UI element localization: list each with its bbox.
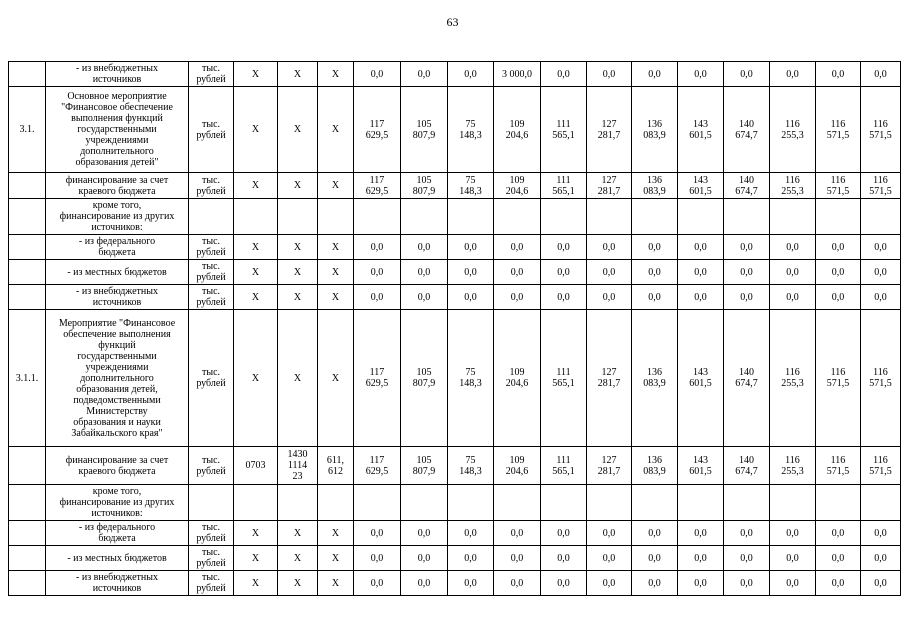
value-cell: 109 204,6 [494,87,541,173]
value-cell: 140 674,7 [724,447,770,485]
row-number [9,62,46,87]
value-cell: 0,0 [770,521,816,546]
value-cell: 0,0 [632,62,678,87]
value-cell [494,485,541,521]
value-cell: 0,0 [401,571,448,596]
code-cell: Х [234,310,278,447]
value-cell: 116 255,3 [770,87,816,173]
table-row [9,260,901,285]
row-name: кроме того, финансирование из других источников: [46,485,189,521]
value-cell: 0,0 [678,235,724,260]
value-cell: 0,0 [724,260,770,285]
row-name: - из федерального бюджета [46,521,189,546]
value-cell: 0,0 [541,285,587,310]
value-cell: 0,0 [678,546,724,571]
value-cell: 140 674,7 [724,310,770,447]
value-cell: 75 148,3 [448,310,494,447]
budget-table [8,61,901,596]
value-cell: 0,0 [770,62,816,87]
value-cell: 0,0 [448,235,494,260]
code-cell [318,485,354,521]
value-cell: 143 601,5 [678,447,724,485]
code-cell: 0703 [234,447,278,485]
value-cell: 143 601,5 [678,173,724,199]
value-cell: 116 571,5 [861,447,901,485]
value-cell: 127 281,7 [587,87,632,173]
value-cell: 117 629,5 [354,173,401,199]
value-cell: 0,0 [724,285,770,310]
row-name: Мероприятие "Финансовое обеспечение выполнения функций государственными учреждениями дополнительного образования детей, подведомственными Министерству образования и науки Забайкальского края" [46,310,189,447]
value-cell: 75 148,3 [448,173,494,199]
value-cell [632,485,678,521]
value-cell: 0,0 [816,285,861,310]
value-cell: 0,0 [354,571,401,596]
value-cell: 109 204,6 [494,310,541,447]
value-cell: 0,0 [816,546,861,571]
value-cell [401,485,448,521]
value-cell: 0,0 [816,62,861,87]
value-cell: 0,0 [354,546,401,571]
table-row [9,87,901,173]
value-cell: 127 281,7 [587,310,632,447]
value-cell: 117 629,5 [354,87,401,173]
row-name: кроме того, финансирование из других источников: [46,199,189,235]
value-cell: 116 571,5 [861,87,901,173]
value-cell: 0,0 [861,285,901,310]
value-cell: 0,0 [541,260,587,285]
value-cell: 0,0 [541,62,587,87]
value-cell: 0,0 [587,571,632,596]
value-cell: 0,0 [678,521,724,546]
unit-cell: тыс. рублей [189,62,234,87]
row-name: - из внебюджетных источников [46,62,189,87]
value-cell [587,485,632,521]
value-cell: 0,0 [354,521,401,546]
value-cell [724,199,770,235]
value-cell: 0,0 [724,235,770,260]
value-cell: 0,0 [770,285,816,310]
value-cell: 116 571,5 [816,87,861,173]
value-cell: 0,0 [494,260,541,285]
value-cell: 0,0 [770,235,816,260]
table-row [9,173,901,199]
row-number [9,235,46,260]
row-number: 3.1.1. [9,310,46,447]
row-name: Основное мероприятие "Финансовое обеспечение выполнения функций государственными учреждениями дополнительного образования детей" [46,87,189,173]
code-cell: Х [278,571,318,596]
code-cell: Х [278,62,318,87]
row-number [9,260,46,285]
value-cell: 0,0 [494,546,541,571]
value-cell [448,199,494,235]
value-cell [587,199,632,235]
code-cell: 1430 1114 23 [278,447,318,485]
code-cell: Х [234,235,278,260]
value-cell: 0,0 [354,285,401,310]
value-cell: 0,0 [587,260,632,285]
value-cell: 143 601,5 [678,310,724,447]
row-number [9,521,46,546]
value-cell: 0,0 [448,62,494,87]
code-cell: Х [278,310,318,447]
value-cell: 0,0 [354,235,401,260]
value-cell [354,199,401,235]
value-cell: 140 674,7 [724,173,770,199]
code-cell: Х [318,235,354,260]
unit-cell: тыс. рублей [189,235,234,260]
code-cell: Х [234,260,278,285]
table-row [9,485,901,521]
value-cell [861,199,901,235]
row-number [9,199,46,235]
value-cell [632,199,678,235]
code-cell: Х [318,571,354,596]
value-cell: 143 601,5 [678,87,724,173]
value-cell [816,485,861,521]
value-cell: 0,0 [816,260,861,285]
value-cell: 111 565,1 [541,173,587,199]
value-cell: 0,0 [678,260,724,285]
code-cell: Х [234,285,278,310]
value-cell: 0,0 [770,546,816,571]
code-cell: Х [318,310,354,447]
value-cell: 111 565,1 [541,310,587,447]
value-cell: 0,0 [861,546,901,571]
value-cell: 0,0 [494,571,541,596]
table-row [9,62,901,87]
value-cell: 0,0 [816,235,861,260]
value-cell: 136 083,9 [632,87,678,173]
row-number [9,285,46,310]
value-cell [816,199,861,235]
unit-cell [189,199,234,235]
code-cell: Х [318,260,354,285]
value-cell: 0,0 [724,62,770,87]
value-cell: 136 083,9 [632,173,678,199]
table-row [9,199,901,235]
value-cell: 0,0 [632,521,678,546]
unit-cell: тыс. рублей [189,285,234,310]
value-cell: 0,0 [401,285,448,310]
value-cell: 0,0 [401,235,448,260]
value-cell: 0,0 [541,546,587,571]
row-name: - из местных бюджетов [46,260,189,285]
value-cell: 105 807,9 [401,173,448,199]
value-cell [541,485,587,521]
value-cell [354,485,401,521]
value-cell: 0,0 [401,62,448,87]
unit-cell: тыс. рублей [189,447,234,485]
value-cell [861,485,901,521]
value-cell: 0,0 [678,571,724,596]
value-cell: 0,0 [448,285,494,310]
row-number [9,571,46,596]
value-cell: 0,0 [861,235,901,260]
value-cell: 0,0 [678,285,724,310]
value-cell: 0,0 [494,285,541,310]
code-cell [234,485,278,521]
code-cell: Х [318,173,354,199]
unit-cell: тыс. рублей [189,546,234,571]
row-name: финансирование за счет краевого бюджета [46,447,189,485]
value-cell: 0,0 [724,546,770,571]
unit-cell [189,485,234,521]
code-cell: Х [278,546,318,571]
value-cell: 0,0 [632,260,678,285]
value-cell [770,485,816,521]
value-cell: 127 281,7 [587,173,632,199]
code-cell: Х [278,521,318,546]
code-cell: Х [278,285,318,310]
value-cell: 0,0 [770,571,816,596]
value-cell: 75 148,3 [448,447,494,485]
table-row [9,285,901,310]
value-cell: 0,0 [354,260,401,285]
value-cell: 0,0 [354,62,401,87]
value-cell: 116 255,3 [770,447,816,485]
code-cell [318,199,354,235]
value-cell: 116 571,5 [861,173,901,199]
code-cell: Х [318,87,354,173]
value-cell: 0,0 [401,546,448,571]
value-cell: 0,0 [724,571,770,596]
value-cell: 105 807,9 [401,87,448,173]
value-cell: 0,0 [861,571,901,596]
value-cell: 0,0 [861,260,901,285]
value-cell: 0,0 [861,521,901,546]
value-cell: 0,0 [587,235,632,260]
value-cell: 0,0 [632,235,678,260]
value-cell: 136 083,9 [632,310,678,447]
value-cell: 0,0 [678,62,724,87]
value-cell: 0,0 [448,260,494,285]
value-cell: 0,0 [541,521,587,546]
value-cell: 0,0 [816,571,861,596]
value-cell: 0,0 [632,285,678,310]
row-number [9,546,46,571]
value-cell: 105 807,9 [401,310,448,447]
row-number [9,173,46,199]
code-cell: Х [234,571,278,596]
row-name: - из федерального бюджета [46,235,189,260]
value-cell: 0,0 [816,521,861,546]
value-cell: 0,0 [448,571,494,596]
value-cell [724,485,770,521]
value-cell: 0,0 [770,260,816,285]
table-row [9,447,901,485]
code-cell: Х [318,285,354,310]
value-cell: 0,0 [448,521,494,546]
value-cell: 75 148,3 [448,87,494,173]
page-number: 63 [446,15,459,29]
unit-cell: тыс. рублей [189,571,234,596]
code-cell: Х [318,521,354,546]
value-cell: 0,0 [401,521,448,546]
value-cell: 0,0 [587,521,632,546]
row-name: финансирование за счет краевого бюджета [46,173,189,199]
code-cell: Х [278,235,318,260]
table-row [9,235,901,260]
unit-cell: тыс. рублей [189,310,234,447]
table-row [9,571,901,596]
value-cell: 116 255,3 [770,173,816,199]
code-cell: Х [278,87,318,173]
code-cell [278,199,318,235]
value-cell: 0,0 [632,571,678,596]
value-cell: 0,0 [401,260,448,285]
value-cell [678,485,724,521]
code-cell [278,485,318,521]
value-cell: 109 204,6 [494,447,541,485]
value-cell [678,199,724,235]
value-cell: 0,0 [861,62,901,87]
value-cell: 105 807,9 [401,447,448,485]
value-cell: 0,0 [587,546,632,571]
value-cell [448,485,494,521]
unit-cell: тыс. рублей [189,87,234,173]
row-name: - из внебюджетных источников [46,571,189,596]
value-cell: 111 565,1 [541,87,587,173]
row-number [9,447,46,485]
unit-cell: тыс. рублей [189,260,234,285]
value-cell: 0,0 [541,571,587,596]
value-cell: 0,0 [541,235,587,260]
value-cell: 116 571,5 [861,310,901,447]
value-cell: 0,0 [494,521,541,546]
value-cell: 0,0 [724,521,770,546]
unit-cell: тыс. рублей [189,173,234,199]
row-name: - из внебюджетных источников [46,285,189,310]
value-cell: 0,0 [448,546,494,571]
code-cell: Х [234,173,278,199]
code-cell: Х [278,173,318,199]
value-cell: 0,0 [632,546,678,571]
value-cell: 116 571,5 [816,310,861,447]
value-cell: 109 204,6 [494,173,541,199]
table-row [9,546,901,571]
code-cell [234,199,278,235]
code-cell: Х [234,546,278,571]
value-cell: 140 674,7 [724,87,770,173]
row-name: - из местных бюджетов [46,546,189,571]
code-cell: Х [278,260,318,285]
table-row [9,521,901,546]
value-cell: 117 629,5 [354,447,401,485]
code-cell: Х [234,62,278,87]
row-number: 3.1. [9,87,46,173]
value-cell [401,199,448,235]
row-number [9,485,46,521]
code-cell: 611, 612 [318,447,354,485]
value-cell: 3 000,0 [494,62,541,87]
value-cell: 111 565,1 [541,447,587,485]
code-cell: Х [318,62,354,87]
value-cell: 136 083,9 [632,447,678,485]
code-cell: Х [234,521,278,546]
value-cell: 116 571,5 [816,447,861,485]
value-cell [770,199,816,235]
value-cell: 0,0 [494,235,541,260]
value-cell [494,199,541,235]
code-cell: Х [234,87,278,173]
unit-cell: тыс. рублей [189,521,234,546]
value-cell: 117 629,5 [354,310,401,447]
value-cell: 0,0 [587,285,632,310]
value-cell: 116 255,3 [770,310,816,447]
code-cell: Х [318,546,354,571]
value-cell [541,199,587,235]
table-row [9,310,901,447]
value-cell: 0,0 [587,62,632,87]
value-cell: 116 571,5 [816,173,861,199]
value-cell: 127 281,7 [587,447,632,485]
